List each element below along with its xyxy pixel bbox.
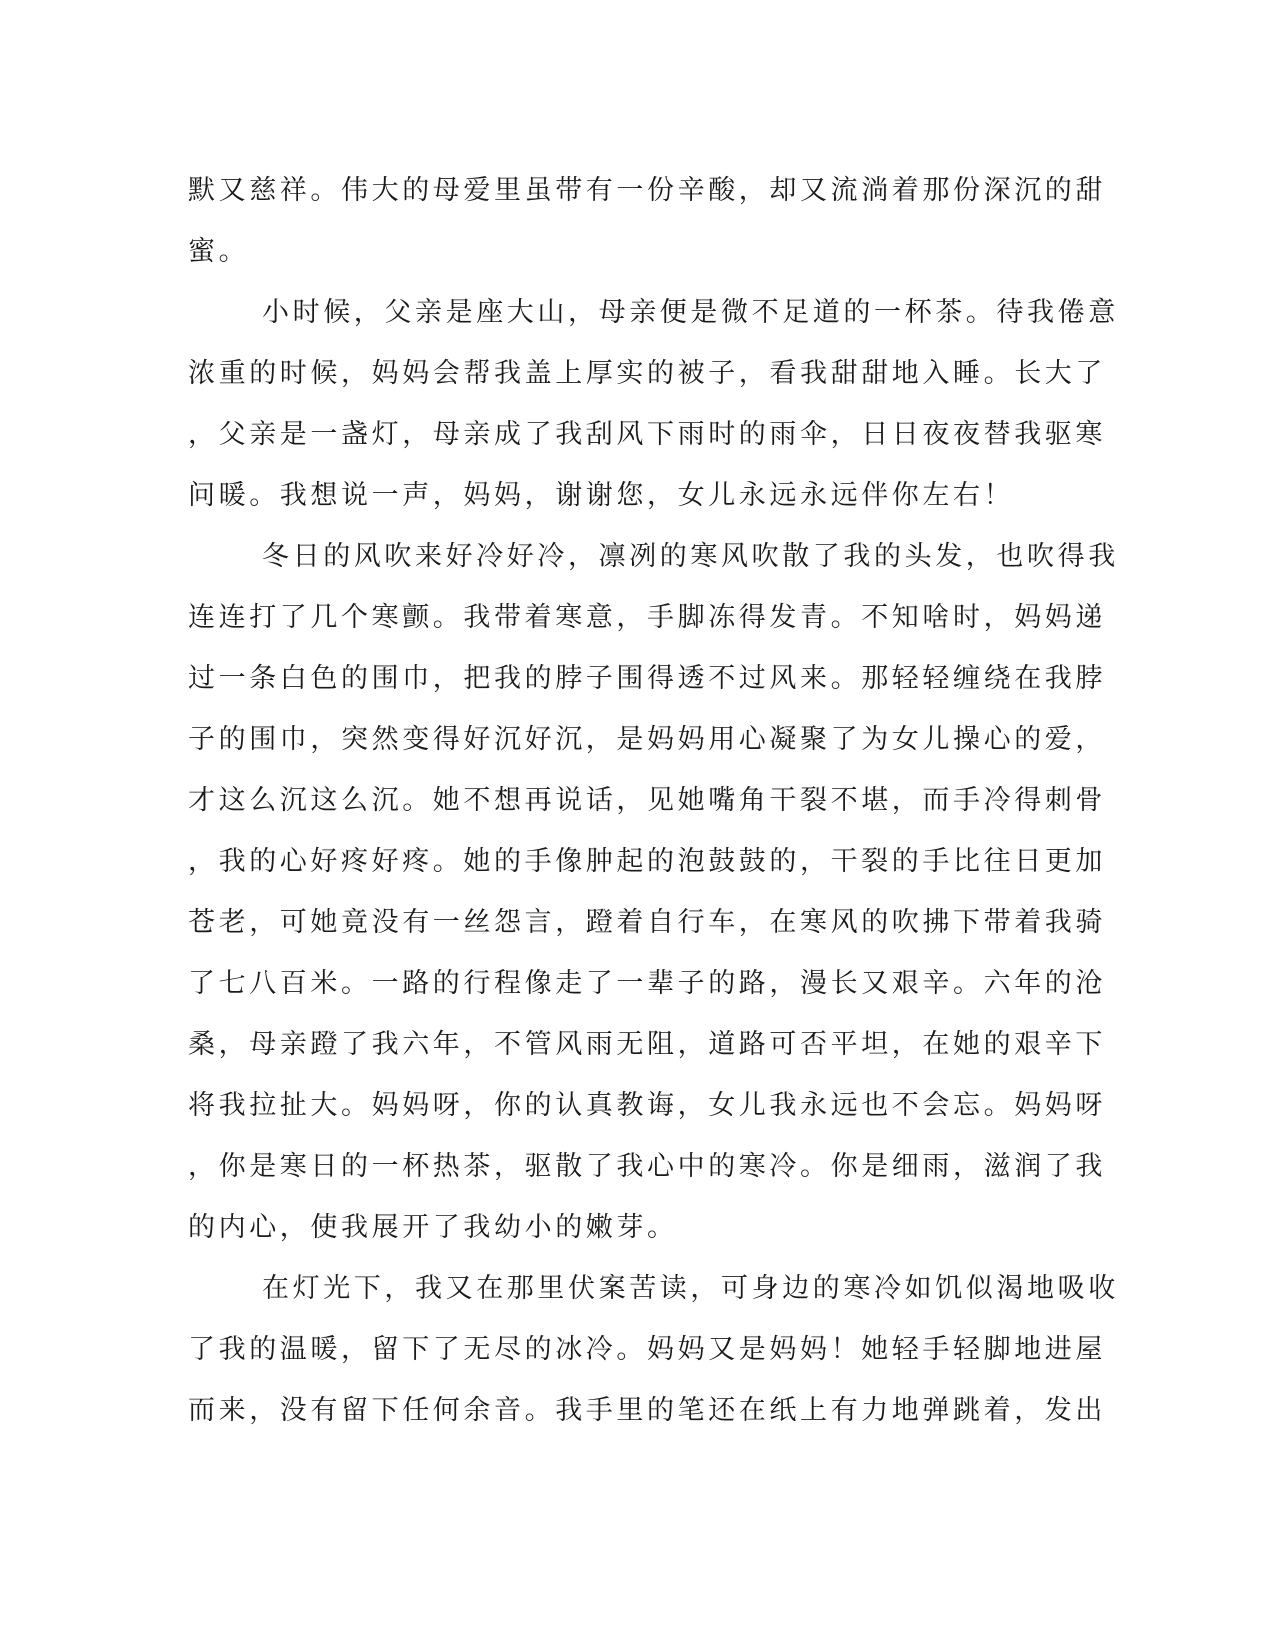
- text-line: 在灯光下，我又在那里伏案苦读，可身边的寒冷如饥似渴地吸收: [262, 1273, 1119, 1304]
- document-body: [188, 160, 1119, 1441]
- text-line: 子的围巾，突然变得好沉好沉，是妈妈用心凝聚了为女儿操心的爱，: [188, 724, 1106, 755]
- text-line: 过一条白色的围巾，把我的脖子围得透不过风来。那轻轻缠绕在我脖: [188, 663, 1106, 694]
- text-line: 问暖。我想说一声，妈妈，谢谢您，女儿永远永远伴你左右！: [188, 480, 1015, 511]
- text-line: 了我的温暖，留下了无尽的冰冷。妈妈又是妈妈！她轻手轻脚地进屋: [188, 1334, 1106, 1365]
- text-line: 默又慈祥。伟大的母爱里虽带有一份辛酸，却又流淌着那份深沉的甜: [188, 175, 1106, 206]
- text-line: 冬日的风吹来好冷好冷，凛冽的寒风吹散了我的头发，也吹得我: [262, 541, 1119, 572]
- text-line: 连连打了几个寒颤。我带着寒意，手脚冻得发青。不知啥时，妈妈递: [188, 602, 1106, 633]
- text-line: 而来，没有留下任何余音。我手里的笔还在纸上有力地弹跳着，发出: [188, 1395, 1106, 1426]
- text-line: 小时候，父亲是座大山，母亲便是微不足道的一杯茶。待我倦意: [262, 297, 1119, 328]
- text-line: 了七八百米。一路的行程像走了一辈子的路，漫长又艰辛。六年的沧: [188, 968, 1106, 999]
- paragraph-4: [188, 1258, 1119, 1441]
- text-line: 桑，母亲蹬了我六年，不管风雨无阻，道路可否平坦，在她的艰辛下: [188, 1029, 1106, 1060]
- text-line: 浓重的时候，妈妈会帮我盖上厚实的被子，看我甜甜地入睡。长大了: [188, 358, 1106, 389]
- text-line: ，你是寒日的一杯热茶，驱散了我心中的寒冷。你是细雨，滋润了我: [188, 1151, 1106, 1182]
- text-line: 的内心，使我展开了我幼小的嫩芽。: [188, 1212, 678, 1243]
- paragraph-2: [188, 282, 1119, 526]
- paragraph-1: [188, 160, 1106, 282]
- text-line: 才这么沉这么沉。她不想再说话，见她嘴角干裂不堪，而手冷得刺骨: [188, 785, 1106, 816]
- text-line: 将我拉扯大。妈妈呀，你的认真教诲，女儿我永远也不会忘。妈妈呀: [188, 1090, 1106, 1121]
- text-line: 蜜。: [188, 236, 250, 267]
- text-line: 苍老，可她竟没有一丝怨言，蹬着自行车，在寒风的吹拂下带着我骑: [188, 907, 1106, 938]
- paragraph-3: [188, 526, 1119, 1258]
- text-line: ，父亲是一盏灯，母亲成了我刮风下雨时的雨伞，日日夜夜替我驱寒: [188, 419, 1106, 450]
- text-line: ，我的心好疼好疼。她的手像肿起的泡鼓鼓的，干裂的手比往日更加: [188, 846, 1106, 877]
